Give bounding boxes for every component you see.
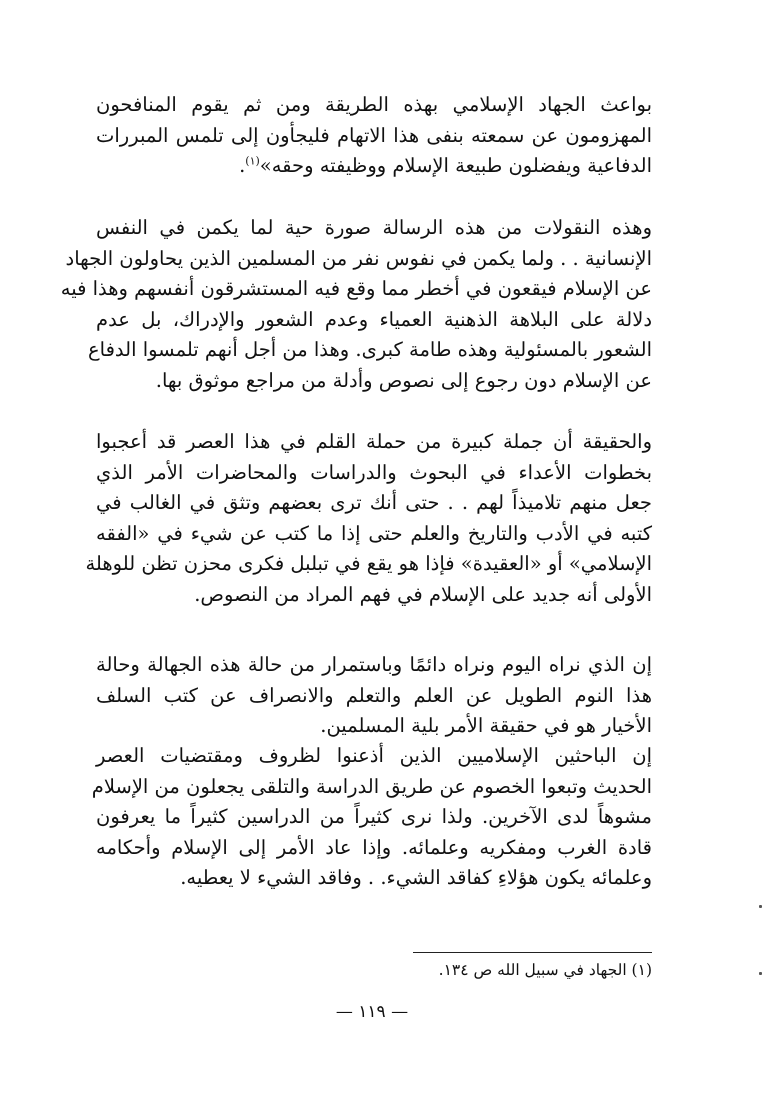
- text-line: المهزومون عن سمعته بنفى هذا الاتهام فليجأون إلى تلمس المبررات: [96, 123, 652, 147]
- paragraph-4: [96, 650, 652, 742]
- text-line: الإنسانية . . ولما يكمن في نفوس نفر من المسلمين الذين يحاولون الجهاد: [65, 246, 652, 270]
- text-line: هذا النوم الطويل عن العلم والتعلم والانصراف عن كتب السلف: [96, 683, 652, 707]
- paragraph-3: [85, 427, 652, 611]
- text-line: دلالة على البلاهة الذهنية العمياء وعدم الشعور والإدراك، بل عدم: [96, 307, 652, 331]
- text-line: عن الإسلام فيقعون في أخطر مما وقع فيه المستشرقون أنفسهم وهذا فيه: [60, 277, 652, 301]
- text-line: مشوهاً لدى الآخرين. ولذا نرى كثيراً من الدراسين كثيراً ما يعرفون: [96, 805, 652, 829]
- text-line: كتبه في الأدب والتاريخ والعلم حتى إذا ما كتب عن شيء في «الفقه: [96, 521, 652, 545]
- text-line: الأخيار هو في حقيقة الأمر بلية المسلمين.: [320, 714, 652, 738]
- text-line: عن الإسلام دون رجوع إلى نصوص وأدلة من مراجع موثوق بها.: [155, 368, 652, 392]
- text-line: وعلمائه يكون هؤلاءِ كفاقد الشيء. . وفاقد الشيء لا يعطيه.: [180, 866, 652, 890]
- text-line: الحديث وتبعوا الخصوم عن طريق الدراسة والتلقى يجعلون من الإسلام: [91, 774, 652, 798]
- text-line: بواعث الجهاد الإسلامي بهذه الطريقة ومن ثم يقوم المنافحون: [96, 93, 652, 116]
- scan-speck: [759, 905, 762, 908]
- text-line: والحقيقة أن جملة كبيرة من حملة القلم في هذا العصر قد أعجبوا: [96, 430, 652, 453]
- text-line: الشعور بالمسئولية وهذه طامة كبرى. وهذا من أجل أنهم تلمسوا الدفاع: [88, 338, 652, 362]
- page-number: — ١١٩ —: [335, 1002, 409, 1022]
- paragraph-2: [60, 213, 652, 397]
- text-line: الإسلامي» أو «العقيدة» فإذا هو يقع في تبلبل فكرى محزن تظن للوهلة: [85, 552, 652, 576]
- footnote-divider: [413, 952, 652, 953]
- paragraph-5: [91, 741, 652, 894]
- text-line: الأولى أنه جديد على الإسلام في فهم المراد من النصوص.: [194, 582, 652, 606]
- text-line: إن الباحثين الإسلاميين الذين أذعنوا لظروف ومقتضيات العصر: [96, 744, 652, 767]
- footnote: (١) الجهاد في سبيل الله ص ١٣٤.: [438, 961, 652, 979]
- text-line-content: الدفاعية ويفضلون طبيعة الإسلام ووظيفته وحقه»: [259, 154, 652, 178]
- scan-speck: [759, 972, 762, 975]
- text-line: جعل منهم تلاميذاً لهم . . حتى أنك ترى بعضهم وتثق في الغالب في: [96, 491, 652, 515]
- text-line: قادة الغرب ومفكريه وعلمائه. وإذا عاد الأمر إلى الإسلام وأحكامه: [96, 835, 652, 859]
- paragraph-1: [96, 90, 652, 182]
- text-line: إن الذي نراه اليوم ونراه دائمًا وباستمرار من حالة هذه الجهالة وحالة: [96, 653, 652, 676]
- footnote-reference: (١): [245, 154, 260, 168]
- text-line: بخطوات الأعداء في البحوث والدراسات والمحاضرات الأمر الذي: [96, 460, 652, 484]
- text-line: الدفاعية ويفضلون طبيعة الإسلام ووظيفته وحقه»$^{(١)}$.: [239, 154, 652, 178]
- text-line: وهذه النقولات من هذه الرسالة صورة حية لما يكمن في النفس: [96, 216, 652, 239]
